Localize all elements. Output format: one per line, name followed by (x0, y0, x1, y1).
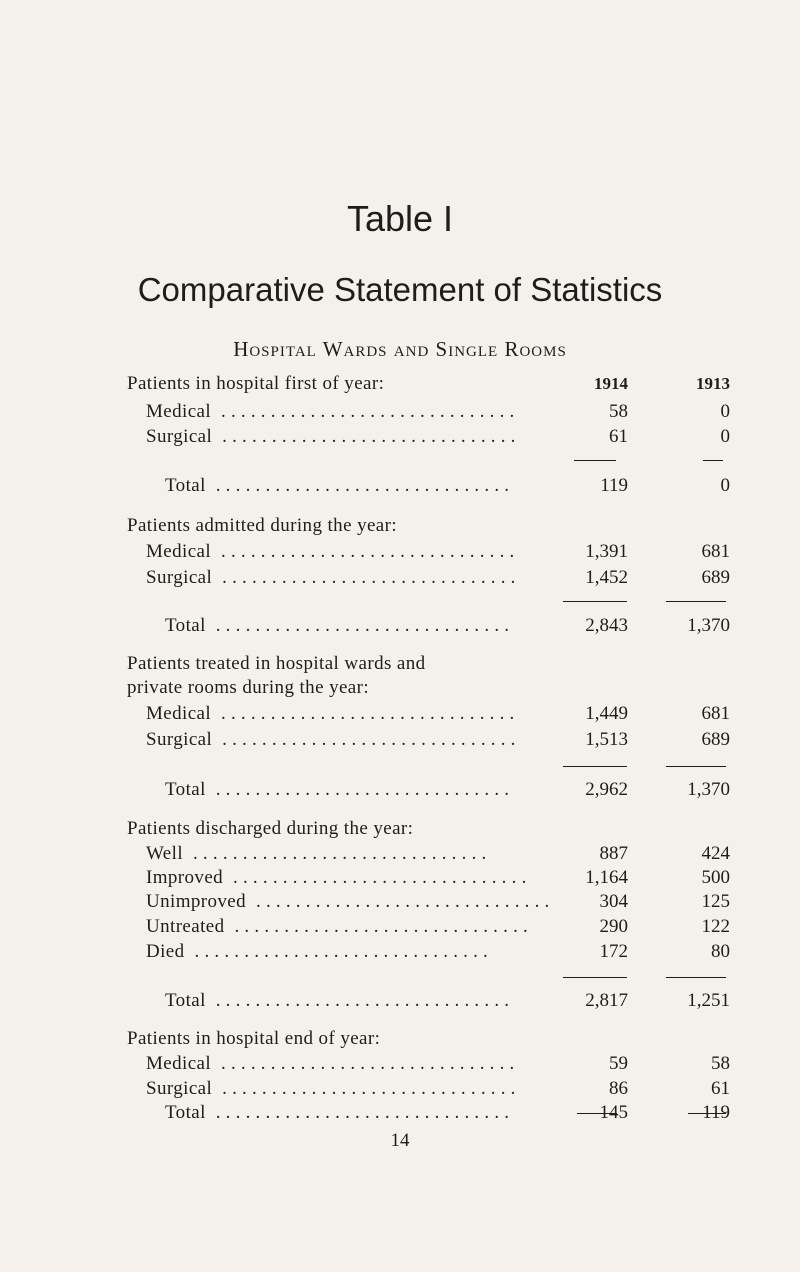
row-label: Medical .............................. (146, 1053, 520, 1074)
table-row (0, 423, 800, 451)
total-1914: 145 (599, 1102, 628, 1123)
page-number: 14 (390, 1130, 410, 1151)
value-1913: 125 (701, 891, 730, 912)
value-1914: 1,391 (585, 541, 628, 562)
group-heading-continued: private rooms during the year: (127, 677, 370, 698)
sum-rule (563, 601, 627, 602)
first-of-year-heading-row (0, 370, 800, 398)
value-1913: 58 (711, 1053, 730, 1074)
group-heading: Patients in hospital first of year: (127, 373, 385, 394)
group-heading: Patients in hospital end of year: (127, 1028, 381, 1049)
group-heading-row (0, 815, 800, 843)
row-label: Untreated .............................. (146, 916, 533, 937)
value-1913: 0 (720, 401, 730, 422)
year-1914-header: 1914 (594, 374, 628, 393)
value-1914: 58 (609, 401, 628, 422)
total-1913: 0 (720, 475, 730, 496)
row-label: Surgical .............................. (146, 729, 521, 750)
table-row (0, 398, 800, 426)
table-row (0, 726, 800, 754)
total-row (0, 612, 800, 640)
group-heading: Patients treated in hospital wards and (127, 653, 426, 674)
sum-rule (666, 977, 726, 978)
sum-rule (574, 460, 616, 461)
total-1913: 119 (702, 1102, 730, 1123)
value-1913: 681 (701, 703, 730, 724)
page-title: Comparative Statement of Statistics (137, 271, 663, 308)
group-heading: Patients admitted during the year: (127, 515, 398, 536)
value-1913: 689 (701, 567, 730, 588)
row-label: Medical .............................. (146, 401, 520, 422)
total-label: Total .............................. (165, 475, 515, 496)
total-1914: 2,817 (585, 990, 628, 1011)
total-1913: 1,370 (687, 615, 730, 636)
total-1913: 1,251 (687, 990, 730, 1011)
value-1914: 290 (599, 916, 628, 937)
value-1913: 689 (701, 729, 730, 750)
total-label: Total .............................. (165, 1102, 515, 1123)
total-row (0, 776, 800, 804)
row-label: Medical .............................. (146, 541, 520, 562)
row-label: Improved .............................. (146, 867, 532, 888)
total-label: Total .............................. (165, 615, 515, 636)
value-1913: 61 (711, 1078, 730, 1099)
total-1914: 2,962 (585, 779, 628, 800)
value-1914: 1,164 (585, 867, 628, 888)
value-1914: 1,449 (585, 703, 628, 724)
value-1913: 681 (701, 541, 730, 562)
table-label: Table I (346, 198, 454, 239)
group-heading: Patients discharged during the year: (127, 818, 414, 839)
row-label: Well .............................. (146, 843, 492, 864)
table-row (0, 700, 800, 728)
total-1914: 2,843 (585, 615, 628, 636)
value-1914: 887 (599, 843, 628, 864)
row-label: Surgical .............................. (146, 1078, 521, 1099)
value-1914: 172 (599, 941, 628, 962)
value-1913: 0 (720, 426, 730, 447)
sum-rule (563, 766, 627, 767)
table-row (0, 564, 800, 592)
table-row (0, 913, 800, 941)
value-1914: 304 (599, 891, 628, 912)
row-label: Medical .............................. (146, 703, 520, 724)
year-1913-header: 1913 (696, 374, 730, 393)
value-1914: 86 (609, 1078, 628, 1099)
value-1913: 424 (701, 843, 730, 864)
group-heading-row (0, 512, 800, 540)
total-row (0, 987, 800, 1015)
row-label: Died .............................. (146, 941, 493, 962)
total-1913: 1,370 (687, 779, 730, 800)
total-row (0, 472, 800, 500)
row-label: Surgical .............................. (146, 426, 521, 447)
table-row (0, 888, 800, 916)
value-1913: 80 (711, 941, 730, 962)
total-1914: 119 (600, 475, 628, 496)
sum-rule (666, 766, 726, 767)
total-row (0, 1099, 800, 1127)
total-label: Total .............................. (165, 990, 515, 1011)
table-row (0, 938, 800, 966)
total-label: Total .............................. (165, 779, 515, 800)
value-1914: 1,513 (585, 729, 628, 750)
value-1914: 61 (609, 426, 628, 447)
row-label: Surgical .............................. (146, 567, 521, 588)
group-heading-row (0, 1025, 800, 1053)
sum-rule (703, 460, 723, 461)
value-1914: 59 (609, 1053, 628, 1074)
section-heading: Hospital Wards and Single Rooms (233, 337, 567, 361)
sum-rule (666, 601, 726, 602)
table-row (0, 538, 800, 566)
table-row (0, 1050, 800, 1078)
row-label: Unimproved .............................. (146, 891, 555, 912)
value-1914: 1,452 (585, 567, 628, 588)
group-heading-row (0, 674, 800, 702)
sum-rule (563, 977, 627, 978)
value-1913: 500 (701, 867, 730, 888)
value-1913: 122 (701, 916, 730, 937)
